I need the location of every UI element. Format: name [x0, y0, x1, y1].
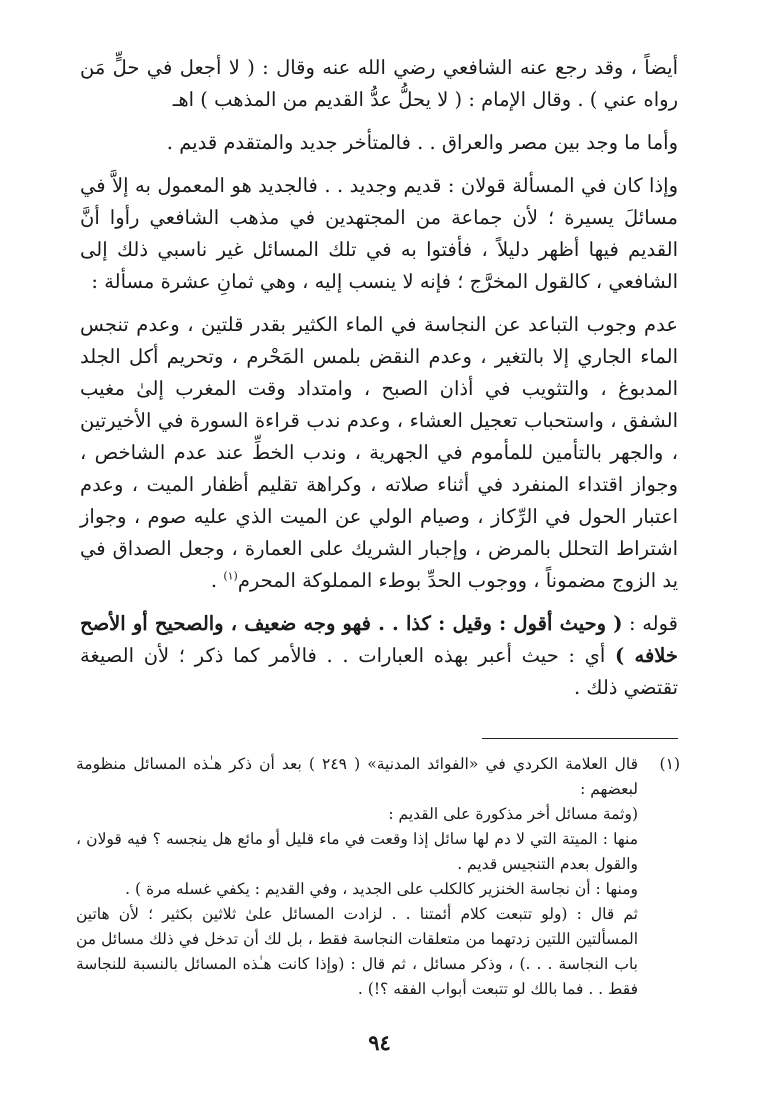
- paragraph-4: [80, 309, 678, 597]
- footnote-reference[interactable]: (١): [223, 569, 238, 583]
- footnote-line-2: (وثمة مسائل أخر مذكورة على القديم :: [388, 805, 638, 823]
- footnote-number: (١): [659, 755, 680, 773]
- paragraph-4-end: .: [210, 569, 224, 592]
- paragraph-5-rest: أي : حيث أعبر بهذه العبارات . . فالأمر كما ذكر ؛ لأن الصيغة تقتضي ذلك .: [80, 644, 678, 699]
- paragraph-5-quote: ( وحيث أقول : وقيل : كذا . . فهو وجه ضعيف ، والصحيح أو الأصح خلافه ): [80, 612, 678, 667]
- footnote-item: [76, 752, 680, 1002]
- paragraph-1-line-1: أيضاً ، وقد رجع عنه الشافعي رضي الله عنه وقال : ( لا أجعل في حلٍّ مَن رواه: [80, 56, 678, 111]
- paragraph-2: وأما ما وجد بين مصر والعراق . . فالمتأخر جديد والمتقدم قديم .: [166, 131, 678, 154]
- footnote-line-1: قال العلامة الكردي في «الفوائد المدنية» ( ٢٤٩ ) بعد أن ذكر هـٰذه المسائل منظومة لبعضهم :: [76, 755, 638, 798]
- footnotes: [76, 752, 680, 1002]
- paragraph-5-intro: قوله :: [622, 612, 678, 635]
- paragraph-5: [80, 608, 678, 704]
- footnote-line-5: ثم قال : (ولو تتبعت كلام أئمتنا . . لزادت المسائل علىٰ ثلاثين بكثير ؛ لأن هاتين المسألتين اللتين زدتهما من متعلقات النجاسة فقط ، بل لك أن تدخل في ذلك مسائل من باب النجاسة . . .) ، وذكر مسائل ، ثم قال : (وإذا كانت هـٰذه المسائل بالنسبة للنجاسة فقط . . فما بالك لو تتبعت أبواب الفقه ؟!) .: [76, 905, 638, 998]
- main-text: [80, 52, 678, 704]
- footnote-line-3: منها : الميتة التي لا دم لها سائل إذا وقعت في ماء قليل أو مائع هل ينجسه ؟ فيه قولان ، والقول بعدم التنجيس قديم .: [76, 830, 638, 873]
- paragraph-4-text: عدم وجوب التباعد عن النجاسة في الماء الكثير بقدر قلتين ، وعدم تنجس الماء الجاري إلا بالتغير ، وعدم النقض بلمس المَحْرم ، وتحريم أكل الجلد المدبوغ ، والتثويب في أذان الصبح ، وامتداد وقت المغرب إلىٰ مغيب الشفق ، واستحباب تعجيل العشاء ، وعدم ندب قراءة السورة في الأخيرتين ، والجهر بالتأمين للمأموم في الجهرية ، وندب الخطِّ عند عدم الشاخص ، وجواز اقتداء المنفرد في أثناء صلاته ، وكراهة تقليم أظفار الميت ، وعدم اعتبار الحول في الرِّكاز ، وصيام الولي عن الميت الذي عليه صوم ، وجواز اشتراط التحلل بالمرض ، وإجبار الشريك على العمارة ، وجعل الصداق في يد الزوج مضموناً ، ووجوب الحدِّ بوطء المملوكة المحرم: [80, 313, 678, 592]
- page-number: ٩٤: [368, 1030, 391, 1055]
- footnote-body: [76, 752, 638, 1002]
- paragraph-3: وإذا كان في المسألة قولان : قديم وجديد . . فالجديد هو المعمول به إلاَّ في مسائلَ يسيرة ؛ لأن جماعة من المجتهدين في مذهب الشافعي رأوا أنَّ القديم فيها أظهر دليلاً ، فأفتوا به في تلك المسائل غير ناسبي ذلك إلى الشافعي ، كالقول المخرَّج ؛ فإنه لا ينسب إليه ، وهي ثمانِ عشرة مسألة :: [80, 174, 678, 293]
- paragraph-1: [80, 52, 678, 116]
- footnote-divider: [482, 738, 678, 739]
- paragraph-1-line-2: عني ) . وقال الإمام : ( لا يحلُّ عدُّ القديم من المذهب ) اهـ: [172, 88, 638, 111]
- footnote-line-4: ومنها : أن نجاسة الخنزير كالكلب على الجديد ، وفي القديم : يكفي غسله مرة ) .: [125, 880, 638, 898]
